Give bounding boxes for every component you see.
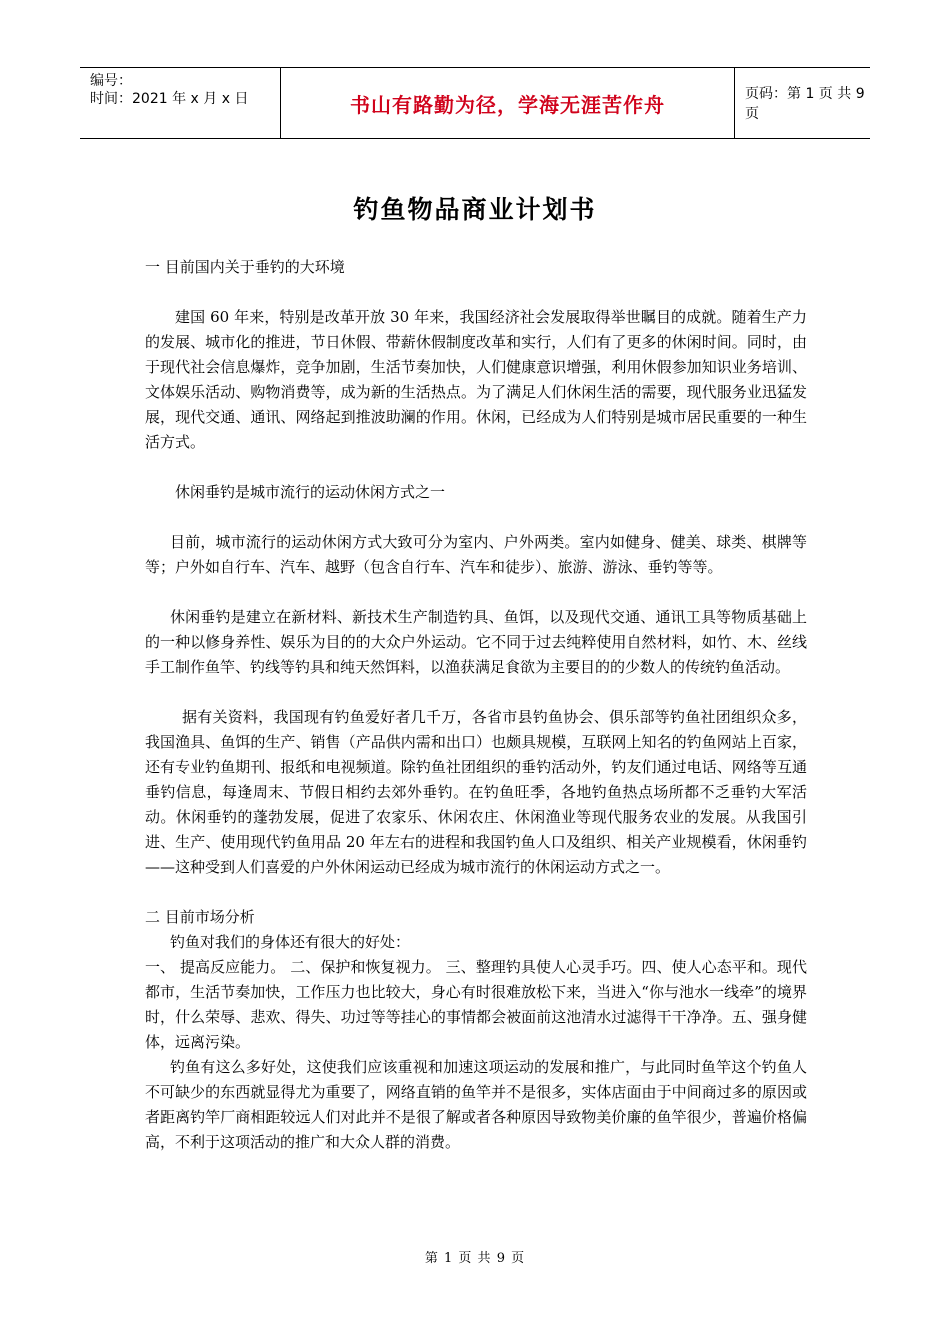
document-body (145, 255, 807, 1155)
header-page-info: 页码：第 1 页 共 9 页 (745, 86, 865, 122)
page-header (80, 67, 870, 139)
section1-subheading: 休闲垂钓是城市流行的运动休闲方式之一 (175, 483, 446, 501)
section1-heading: 一 目前国内关于垂钓的大环境 (145, 258, 345, 276)
section1-paragraph: 休闲垂钓是建立在新材料、新技术生产制造钓具、鱼饵，以及现代交通、通讯工具等物质基础上的一种以修身养性、娱乐为目的的大众户外运动。它不同于过去纯粹使用自然材料，如竹、木、丝线手工制作鱼竿、钓线等钓具和纯天然饵料，以渔获满足食欲为主要目的的少数人的传统钓鱼活动。 (145, 608, 807, 676)
time-label: 时间：2021 年 x 月 x 日 (90, 91, 249, 107)
page-footer: 第 1 页 共 9 页 (424, 1251, 526, 1266)
section1-paragraph: 目前，城市流行的运动休闲方式大致可分为室内、户外两类。室内如健身、健美、球类、棋牌等等；户外如自行车、汽车、越野（包含自行车、汽车和徒步）、旅游、游泳、垂钓等等。 (145, 533, 807, 576)
header-meta (80, 68, 280, 138)
section1-paragraph: 据有关资料，我国现有钓鱼爱好者几千万，各省市县钓鱼协会、俱乐部等钓鱼社团组织众多，我国渔具、鱼饵的生产、销售（产品供内需和出口）也颇具规模，互联网上知名的钓鱼网站上百家，还有专业钓鱼期刊、报纸和电视频道。除钓鱼社团组织的垂钓活动外，钓友们通过电话、网络等互通垂钓信息，每逢周末、节假日相约去郊外垂钓。在钓鱼旺季，各地钓鱼热点场所都不乏垂钓大军活动。休闲垂钓的蓬勃发展，促进了农家乐、休闲农庄、休闲渔业等现代服务农业的发展。从我国引进、生产、使用现代钓鱼用品 20 年左右的进程和我国钓鱼人口及组织、相关产业规模看，休闲垂钓——这种受到人们喜爱的户外休闲运动已经成为城市流行的休闲运动方式之一。 (145, 708, 807, 876)
number-label: 编号： (90, 73, 132, 89)
section2-paragraph: 一、 提高反应能力。 二、保护和恢复视力。 三、整理钓具使人心灵手巧。四、使人心态平和。现代都市，生活节奏加快，工作压力也比较大，身心有时很难放松下来，当进入“你与池水一线牵”的境界时，什么荣辱、悲欢、得失、功过等等挂心的事情都会被面前这池清水过滤得干干净净。五、强身健体，远离污染。 (145, 958, 807, 1051)
document-title: 钓鱼物品商业计划书 (353, 195, 597, 224)
section2-paragraph: 钓鱼有这么多好处，这使我们应该重视和加速这项运动的发展和推广，与此同时鱼竿这个钓鱼人不可缺少的东西就显得尤为重要了，网络直销的鱼竿并不是很多，实体店面由于中间商过多的原因或者距离钓竿厂商相距较远人们对此并不是很了解或者各种原因导致物美价廉的鱼竿很少，普遍价格偏高，不利于这项活动的推广和大众人群的消费。 (145, 1058, 807, 1151)
section2-paragraph: 钓鱼对我们的身体还有很大的好处： (170, 933, 411, 951)
header-motto: 书山有路勤为径，学海无涯苦作舟 (280, 68, 735, 138)
section1-paragraph: 建国 60 年来，特别是改革开放 30 年来，我国经济社会发展取得举世瞩目的成就。随着生产力的发展、城市化的推进，节日休假、带薪休假制度改革和实行，人们有了更多的休闲时间。同时，由于现代社会信息爆炸，竞争加剧，生活节奏加快，人们健康意识增强，利用休假参加知识业务培训、文体娱乐活动、购物消费等，成为新的生活热点。为了满足人们休闲生活的需要，现代服务业迅猛发展，现代交通、通讯、网络起到推波助澜的作用。休闲，已经成为人们特别是城市居民重要的一种生活方式。 (145, 308, 807, 451)
section2-heading: 二 目前市场分析 (145, 908, 255, 926)
